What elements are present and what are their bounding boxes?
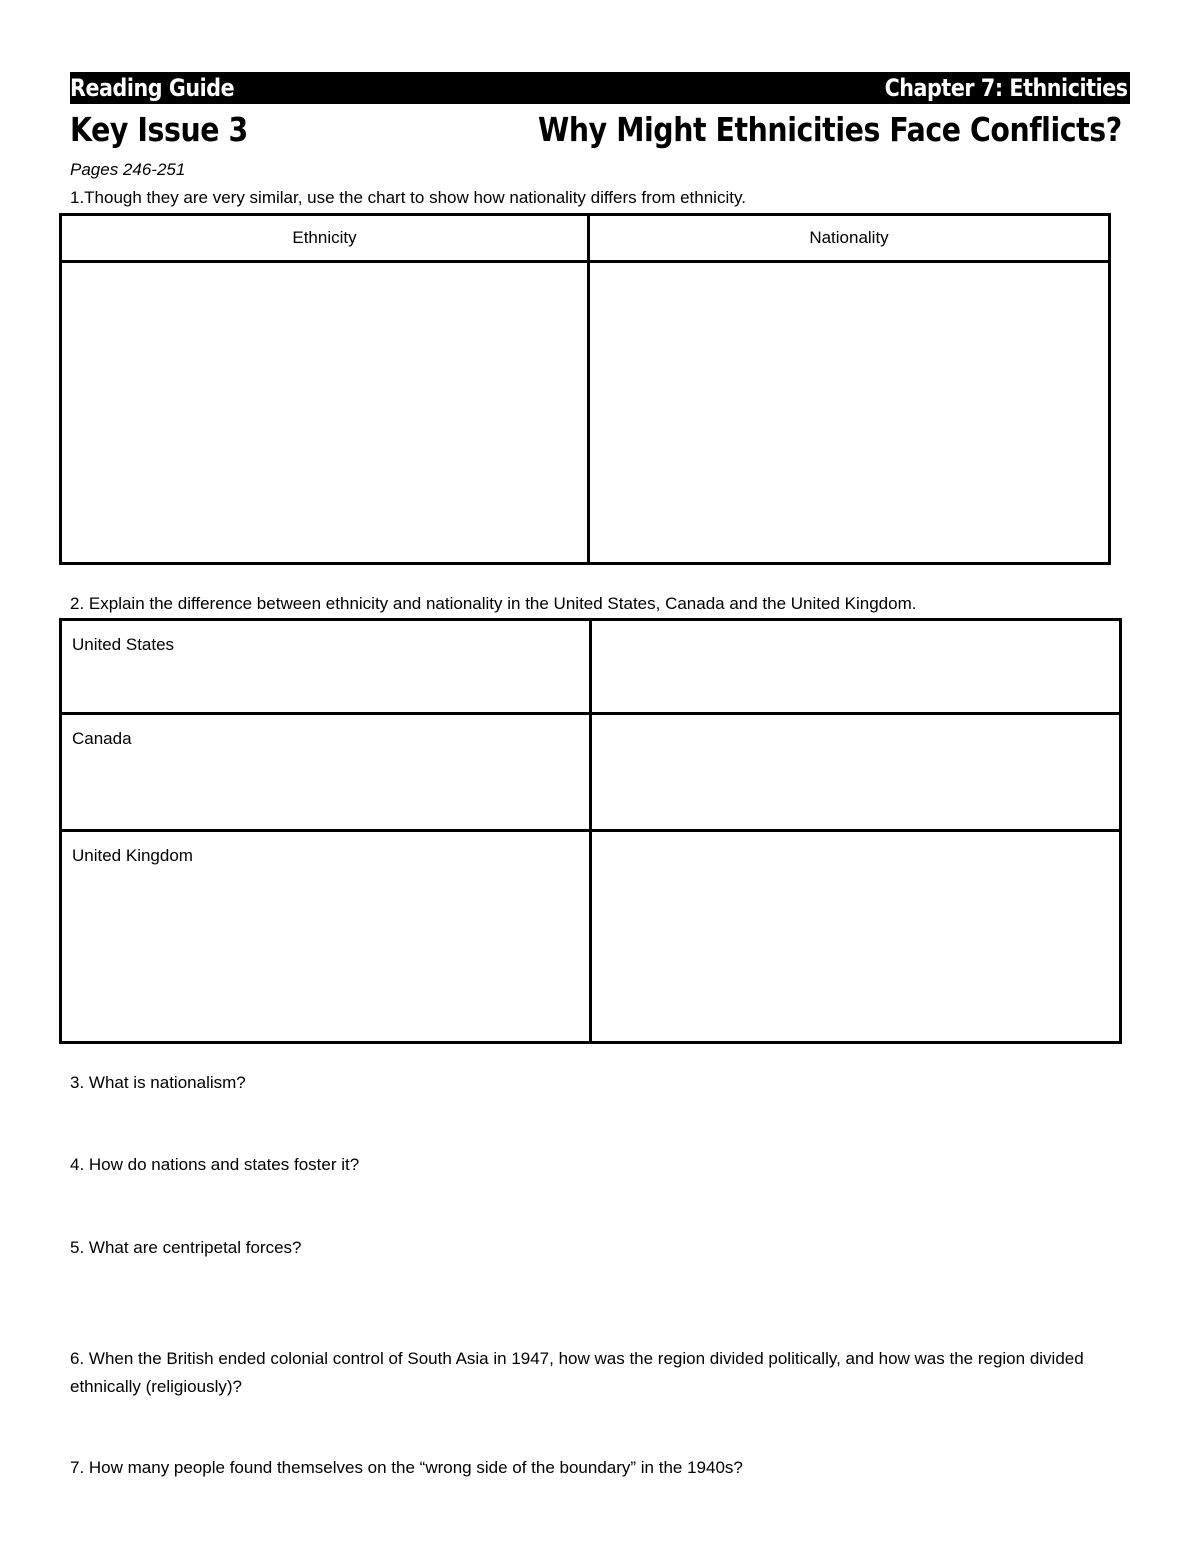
country-comparison-chart (59, 618, 1122, 1044)
row-label-united-kingdom: United Kingdom (61, 831, 591, 1043)
header-reading-guide: Reading Guide (70, 74, 235, 102)
question-4: 4. How do nations and states foster it? (70, 1155, 360, 1174)
question-5: 5. What are centripetal forces? (70, 1238, 302, 1257)
question-7: 7. How many people found themselves on the “wrong side of the boundary” in the 1940s? (70, 1458, 743, 1477)
canada-answer-cell[interactable] (591, 714, 1121, 831)
row-label-canada: Canada (61, 714, 591, 831)
question-3: 3. What is nationalism? (70, 1073, 246, 1092)
header-banner (70, 72, 1130, 104)
key-issue-question: Why Might Ethnicities Face Conflicts? (538, 110, 1122, 149)
page-range: Pages 246-251 (70, 160, 186, 179)
ethnicity-answer-cell[interactable] (61, 262, 589, 564)
question-6: 6. When the British ended colonial control of South Asia in 1947, how was the region divided politically, and how was the region divided ethnically (religiously)? (70, 1349, 1084, 1396)
nationality-answer-cell[interactable] (589, 262, 1110, 564)
question-2: 2. Explain the difference between ethnicity and nationality in the United States, Canada and the United Kingdom. (70, 594, 917, 613)
column-header-nationality: Nationality (589, 215, 1110, 262)
row-label-united-states: United States (61, 620, 591, 714)
united-kingdom-answer-cell[interactable] (591, 831, 1121, 1043)
question-1: 1.Though they are very similar, use the chart to show how nationality differs from ethnicity. (70, 188, 746, 207)
key-issue-title: Key Issue 3 (70, 110, 248, 149)
united-states-answer-cell[interactable] (591, 620, 1121, 714)
title-row (70, 110, 1130, 154)
column-header-ethnicity: Ethnicity (61, 215, 589, 262)
header-chapter: Chapter 7: Ethnicities (884, 74, 1128, 102)
ethnicity-nationality-chart (59, 213, 1111, 565)
